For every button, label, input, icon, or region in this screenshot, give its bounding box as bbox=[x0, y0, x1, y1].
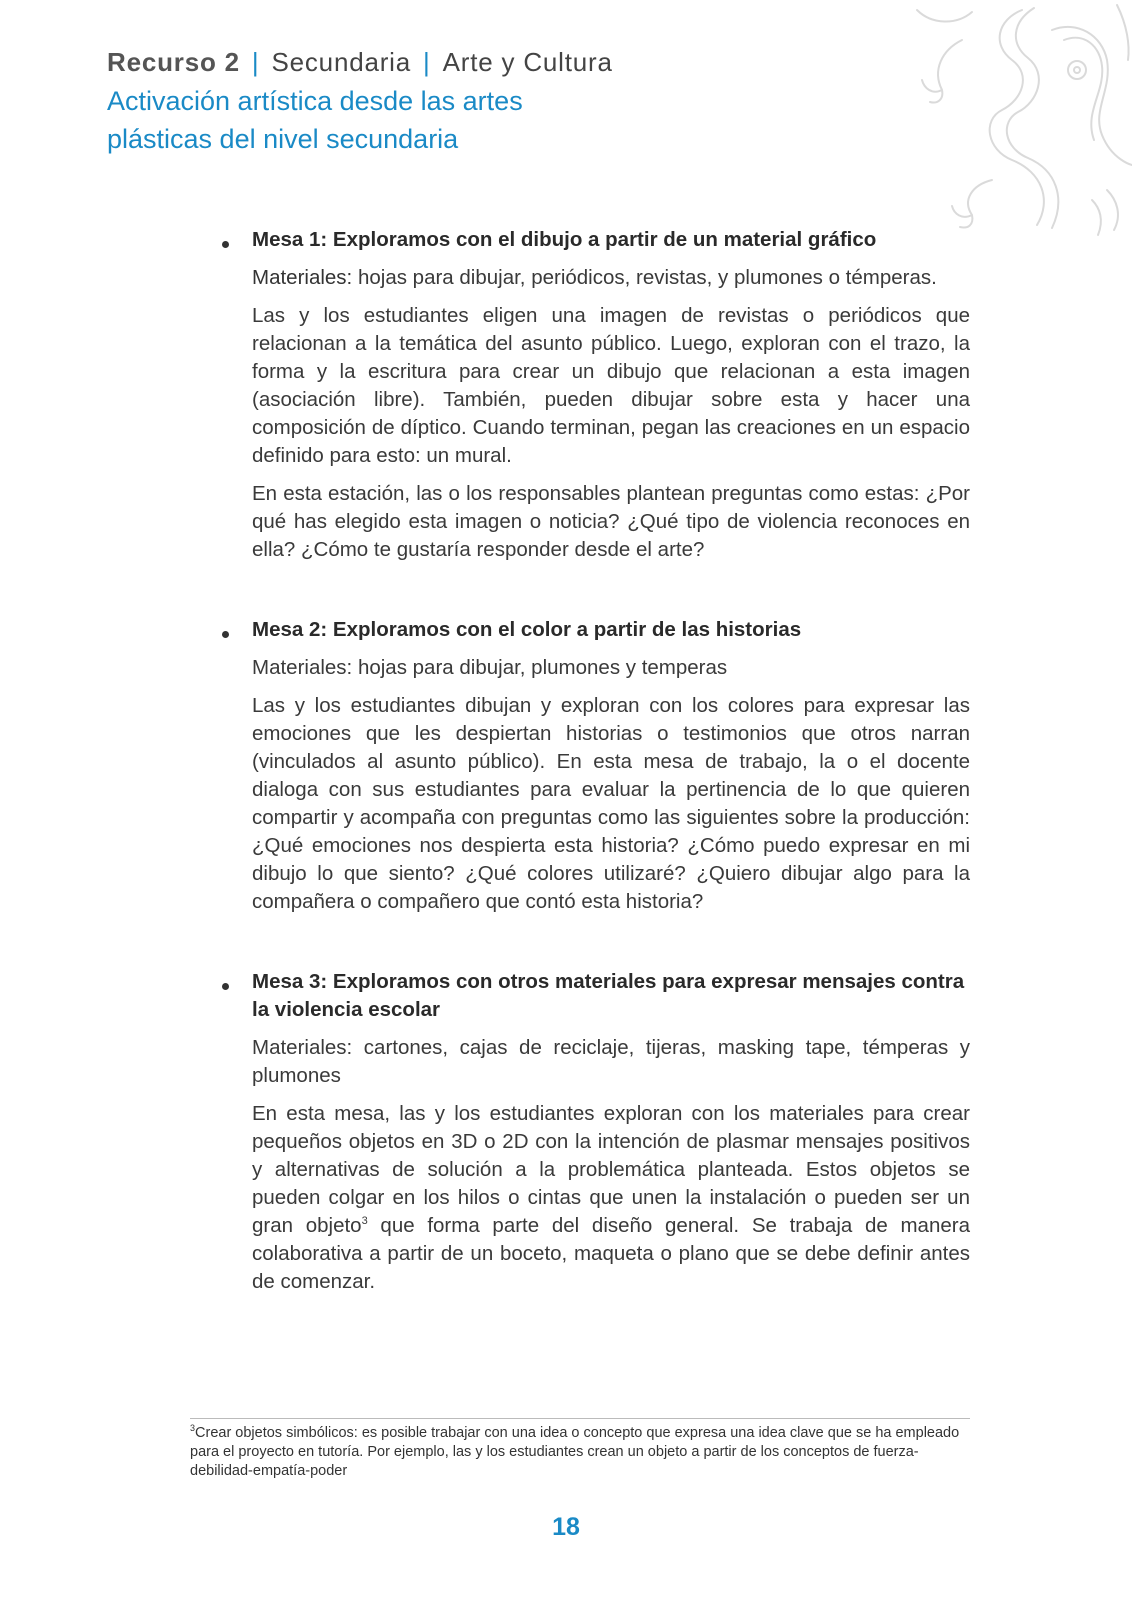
resource-breadcrumb bbox=[107, 44, 867, 80]
footnote-divider bbox=[190, 1418, 970, 1419]
bullet-icon bbox=[222, 241, 229, 248]
materials-label: Materiales: bbox=[252, 266, 353, 289]
paragraph-part-2: que forma parte del diseño general. Se trabaja de manera colaborativa a partir de un boceto, maqueta o plano que se debe definir antes de comenzar. bbox=[252, 1214, 970, 1293]
bullet-icon bbox=[222, 983, 229, 990]
page-title bbox=[107, 82, 867, 158]
mesa-1-paragraph-2: En esta estación, las o los responsables plantean preguntas como estas: ¿Por qué has elegido esta imagen o noticia? ¿Qué tipo de violencia reconoces en ella? ¿Cómo te gustaría responder desde el arte? bbox=[252, 482, 970, 561]
mesa-2-paragraph-1: Las y los estudiantes dibujan y exploran con los colores para expresar las emociones que les despiertan historias o testimonios que otros narran (vinculados al asunto público). En esta mesa de trabajo, la o el docente dialoga con sus estudiantes para evaluar la pertinencia de lo que quieren compartir y acompaña con preguntas como las siguientes sobre la producción: ¿Qué emociones nos despierta esta historia? ¿Cómo puedo expresar en mi dibujo lo que siento? ¿Qué colores utilizaré? ¿Quiero dibujar algo para la compañera o compañero que contó esta historia? bbox=[252, 694, 970, 913]
mesa-1-section bbox=[220, 226, 970, 564]
mesa-3-title: Mesa 3: Exploramos con otros materiales para expresar mensajes contra la violencia escolar bbox=[252, 970, 965, 1021]
area-label: Arte y Cultura bbox=[442, 47, 613, 77]
bullet-icon bbox=[222, 631, 229, 638]
title-line-2: plásticas del nivel secundaria bbox=[107, 124, 459, 154]
mesa-3-materials: Materiales: cartones, cajas de reciclaje, tijeras, masking tape, témperas y plumones bbox=[252, 1036, 970, 1087]
breadcrumb-separator: | bbox=[423, 47, 431, 77]
title-line-1: Activación artística desde las artes bbox=[107, 86, 523, 116]
footnote-text: Crear objetos simbólicos: es posible trabajar con una idea o concepto que expresa una idea clave que se ha empleado para el proyecto en tutoría. Por ejemplo, las y los estudiantes crean un objeto a partir de los conceptos de fuerza-debilidad-empatía-poder bbox=[190, 1425, 960, 1479]
mesa-2-materials: Materiales: hojas para dibujar, plumones y temperas bbox=[252, 656, 728, 679]
mesa-1-title: Mesa 1: Exploramos con el dibujo a partir de un material gráfico bbox=[252, 228, 877, 251]
mesa-1-materials bbox=[252, 264, 970, 292]
mesa-3-section bbox=[220, 968, 970, 1296]
main-content bbox=[220, 226, 970, 1348]
resource-label: Recurso 2 bbox=[107, 47, 240, 77]
mesa-2-section bbox=[220, 616, 970, 916]
footnote-reference: 3 bbox=[361, 1215, 368, 1228]
level-label: Secundaria bbox=[271, 47, 412, 77]
materials-text: hojas para dibujar, periódicos, revistas, y plumones o témperas. bbox=[352, 266, 937, 289]
page-number: 18 bbox=[552, 1513, 580, 1541]
footnote-number: 3 bbox=[190, 1423, 196, 1434]
footnote bbox=[190, 1424, 970, 1481]
line-art-figure-icon bbox=[902, 0, 1132, 245]
mesa-2-title: Mesa 2: Exploramos con el color a partir de las historias bbox=[252, 618, 802, 641]
paragraph-part-1: En esta mesa, las y los estudiantes exploran con los materiales para crear pequeños objetos en 3D o 2D con la intención de plasmar mensajes positivos y alternativas de solución a la problemática planteada. Estos objetos se pueden colgar en los hilos o cintas que unen la instalación o pueden ser un gran objeto bbox=[252, 1102, 970, 1237]
breadcrumb-separator: | bbox=[251, 47, 260, 77]
mesa-3-paragraph-1 bbox=[252, 1100, 970, 1296]
mesa-1-paragraph-1: Las y los estudiantes eligen una imagen de revistas o periódicos que relacionan a la temática del asunto público. Luego, exploran con el trazo, la forma y la escritura para crear un dibujo que relacionan a esta imagen (asociación libre). También, pueden dibujar sobre esta y hacer una composición de díptico. Cuando terminan, pegan las creaciones en un espacio definido para esto: un mural. bbox=[252, 304, 970, 467]
page-header bbox=[107, 44, 867, 158]
